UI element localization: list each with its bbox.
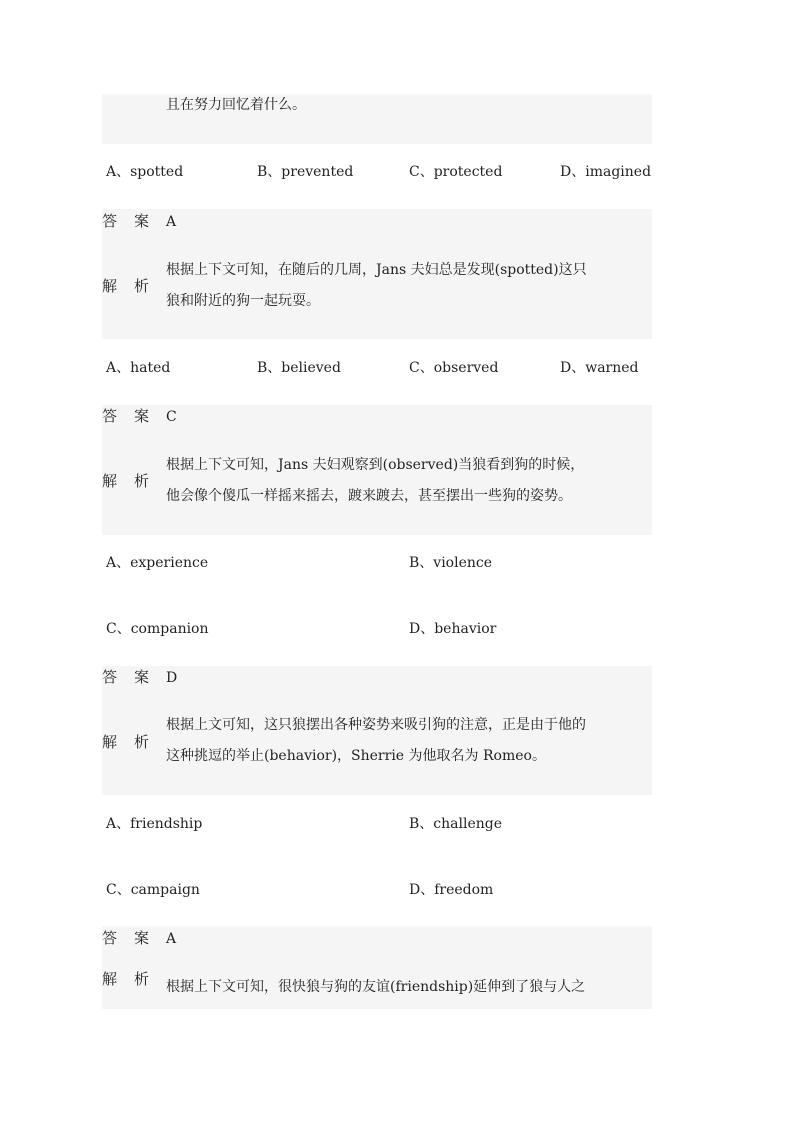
option-c: C、companion <box>106 621 209 637</box>
answer-label <box>102 667 150 687</box>
answer-label-char-1: 答 <box>102 668 118 686</box>
option-a: A、experience <box>106 555 209 571</box>
option-c: C、campaign <box>106 882 200 898</box>
option-a: A、friendship <box>106 816 203 832</box>
option-d: D、freedom <box>409 882 494 898</box>
explanation-line: 这种挑逗的举止(behavior)，Sherrie 为他取名为 Romeo。 <box>166 748 546 764</box>
explanation-text <box>166 255 651 317</box>
answer-label-char-1: 答 <box>102 929 118 947</box>
explanation-line: 根据上下文可知，Jans 夫妇观察到(observed)当狼看到狗的时候， <box>166 457 585 473</box>
explanation-label-char-1: 解 <box>102 733 118 751</box>
answer-label <box>102 211 150 231</box>
option-a: A、hated <box>106 360 171 376</box>
option-d: D、imagined <box>560 164 652 180</box>
explanation-line: 狼和附近的狗一起玩耍。 <box>166 293 320 309</box>
option-a: A、spotted <box>106 164 184 180</box>
option-b: B、prevented <box>257 164 354 180</box>
explanation-line: 根据上文可知，这只狼摆出各种姿势来吸引狗的注意，正是由于他的 <box>166 717 586 733</box>
answer-label <box>102 928 150 948</box>
explanation-text <box>166 90 651 121</box>
explanation-label <box>102 732 150 752</box>
explanation-text <box>166 972 651 1003</box>
explanation-label-char-2: 析 <box>134 472 150 490</box>
explanation-label-char-1: 解 <box>102 472 118 490</box>
option-d: D、behavior <box>409 621 497 637</box>
explanation-label-char-2: 析 <box>134 970 150 988</box>
answer-value: A <box>166 214 177 230</box>
explanation-line: 根据上下文可知，很快狼与狗的友谊(friendship)延伸到了狼与人之 <box>166 979 586 995</box>
explanation-label <box>102 969 150 989</box>
answer-label-char-1: 答 <box>102 212 118 230</box>
answer-label-char-2: 案 <box>134 929 150 947</box>
answer-value: D <box>166 670 178 686</box>
explanation-label-char-1: 解 <box>102 970 118 988</box>
explanation-label-char-2: 析 <box>134 277 150 295</box>
option-b: B、believed <box>257 360 341 376</box>
answer-value: A <box>166 931 177 947</box>
answer-label-char-2: 案 <box>134 212 150 230</box>
answer-label-char-2: 案 <box>134 407 150 425</box>
explanation-line: 且在努力回忆着什么。 <box>166 97 306 113</box>
explanation-line: 根据上下文可知，在随后的几周，Jans 夫妇总是发现(spotted)这只 <box>166 262 587 278</box>
option-b: B、challenge <box>409 816 502 832</box>
answer-label-char-1: 答 <box>102 407 118 425</box>
explanation-text <box>166 450 651 512</box>
answer-label-char-2: 案 <box>134 668 150 686</box>
option-c: C、protected <box>409 164 503 180</box>
explanation-label <box>102 471 150 491</box>
option-b: B、violence <box>409 555 493 571</box>
explanation-label-char-1: 解 <box>102 277 118 295</box>
explanation-line: 他会像个傻瓜一样摇来摇去，踱来踱去，甚至摆出一些狗的姿势。 <box>166 488 572 504</box>
answer-label <box>102 406 150 426</box>
explanation-label-char-2: 析 <box>134 733 150 751</box>
explanation-text <box>166 710 651 772</box>
option-c: C、observed <box>409 360 499 376</box>
option-d: D、warned <box>560 360 639 376</box>
answer-value: C <box>166 409 177 425</box>
explanation-label <box>102 276 150 296</box>
